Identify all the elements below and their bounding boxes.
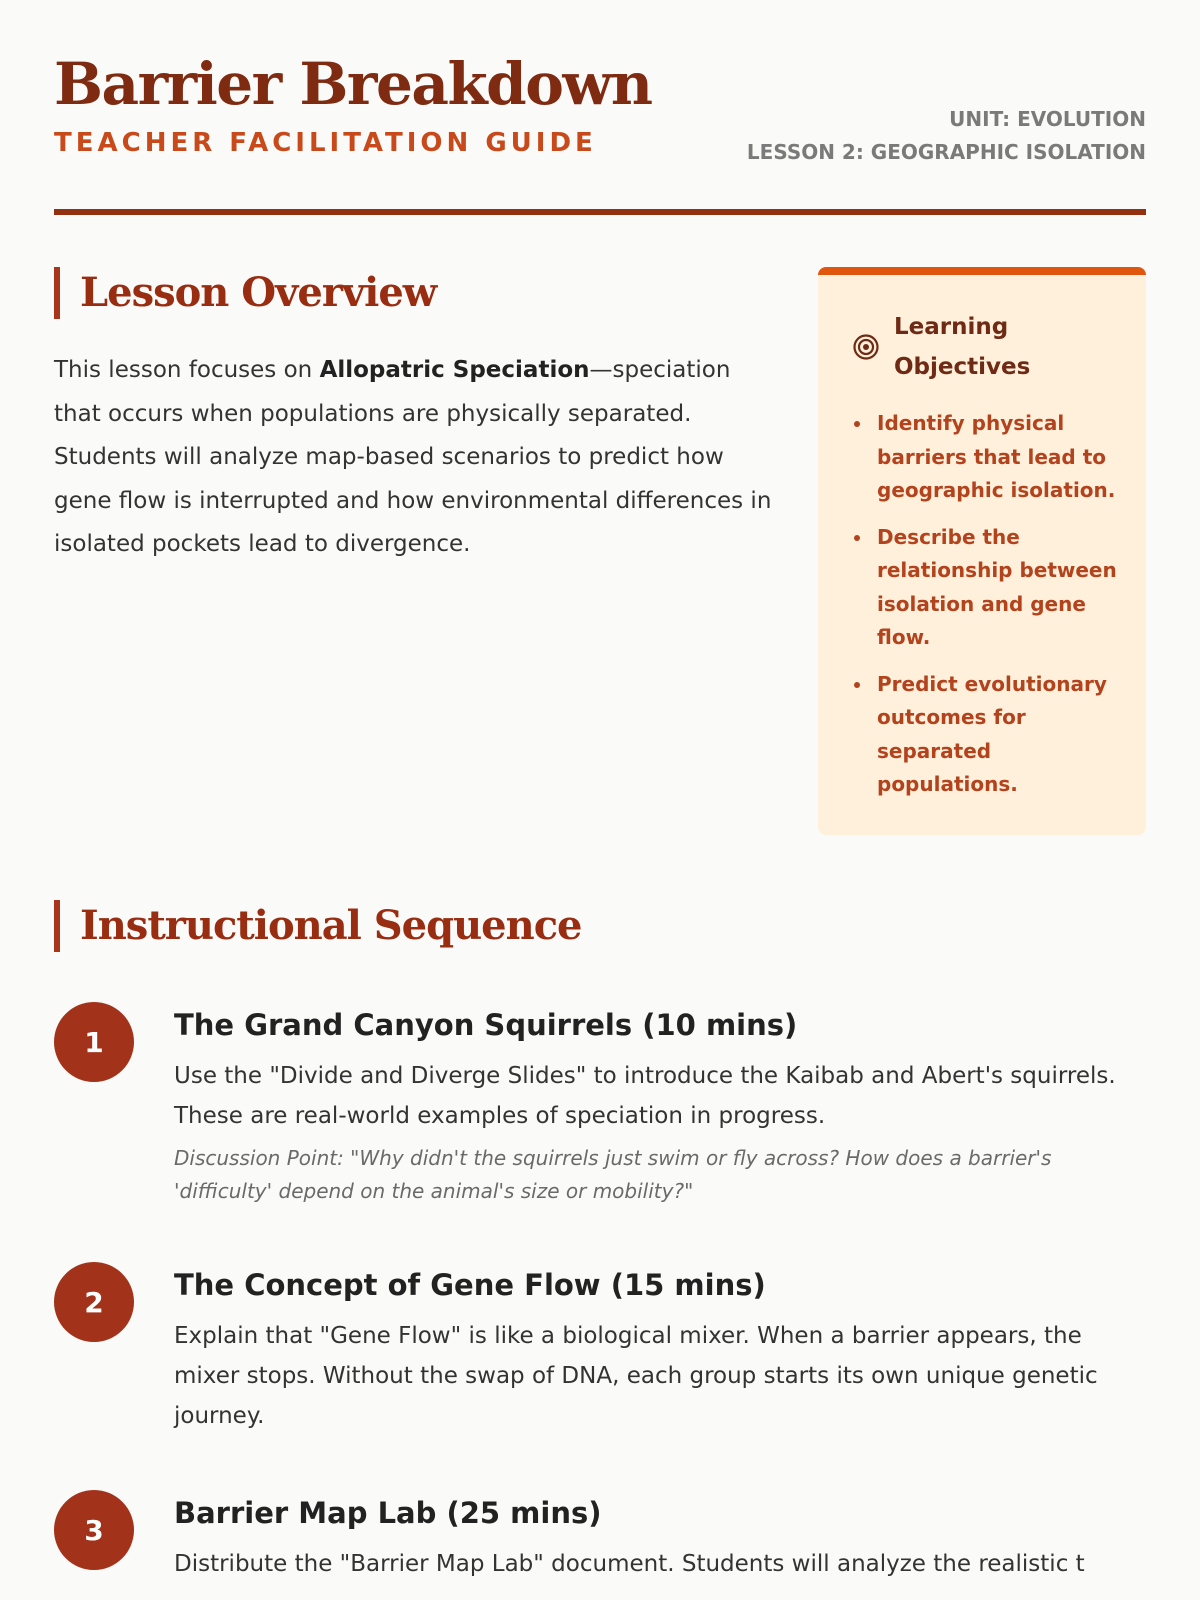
overview-paragraph: [54, 349, 774, 567]
target-icon: [852, 333, 880, 361]
lesson-label: LESSON 2: GEOGRAPHIC ISOLATION: [746, 140, 1146, 164]
sequence-heading: Instructional Sequence: [54, 900, 1146, 952]
step-number-badge: 2: [54, 1262, 134, 1342]
unit-label: UNIT: EVOLUTION: [949, 107, 1146, 131]
objective-item: Predict evolutionary outcomes for separated populations.: [852, 668, 1120, 802]
objectives-title: Learning Objectives: [894, 314, 1031, 380]
step-title: The Concept of Gene Flow (15 mins): [174, 1268, 766, 1302]
objectives-list: [852, 407, 1120, 802]
overview-text-end: —speciation that occurs when populations are physically separated. Students will analyze map-based scenarios to predict how gene flow is interrupted and how environmental differences in isolated pockets lead to divergence.: [54, 357, 772, 557]
step-title: The Grand Canyon Squirrels (10 mins): [174, 1008, 798, 1042]
overview-section: [54, 215, 1146, 796]
document-subtitle: TEACHER FACILITATION GUIDE: [54, 128, 597, 158]
objectives-header: [852, 307, 1120, 387]
steps-list: [54, 1002, 1146, 1584]
learning-objectives-card: [818, 267, 1146, 835]
step-number-badge: 3: [54, 1490, 134, 1570]
step-description: Use the "Divide and Diverge Slides" to introduce the Kaibab and Abert's squirrels. These are real-world examples of speciation in progress.: [174, 1063, 1116, 1129]
step-item: [54, 1262, 1146, 1436]
step-description: Explain that "Gene Flow" is like a biological mixer. When a barrier appears, the mixer stops. Without the swap of DNA, each group starts its own unique genetic journey.: [174, 1323, 1098, 1429]
overview-text-start: This lesson focuses on: [54, 357, 320, 383]
step-number-badge: 1: [54, 1002, 134, 1082]
document-header: [54, 0, 1146, 215]
step-description: Distribute the "Barrier Map Lab" document. Students will analyze the realistic t: [174, 1551, 1085, 1577]
discussion-point: Discussion Point: "Why didn't the squirrels just swim or fly across? How does a barrier's 'difficulty' depend on the animal's size or mobility?": [174, 1146, 1052, 1203]
overview-content: [54, 267, 774, 567]
objective-item: Describe the relationship between isolation and gene flow.: [852, 521, 1120, 655]
lesson-meta: [747, 103, 1146, 169]
overview-key-term: Allopatric Speciation: [319, 357, 590, 383]
document-title: Barrier Breakdown: [54, 50, 652, 118]
objective-item: Identify physical barriers that lead to geographic isolation.: [852, 407, 1120, 508]
step-title: Barrier Map Lab (25 mins): [174, 1496, 602, 1530]
step-item: [54, 1002, 1146, 1208]
step-item: [54, 1490, 1146, 1584]
overview-heading: Lesson Overview: [54, 267, 774, 319]
instructional-sequence-section: [54, 900, 1146, 1584]
